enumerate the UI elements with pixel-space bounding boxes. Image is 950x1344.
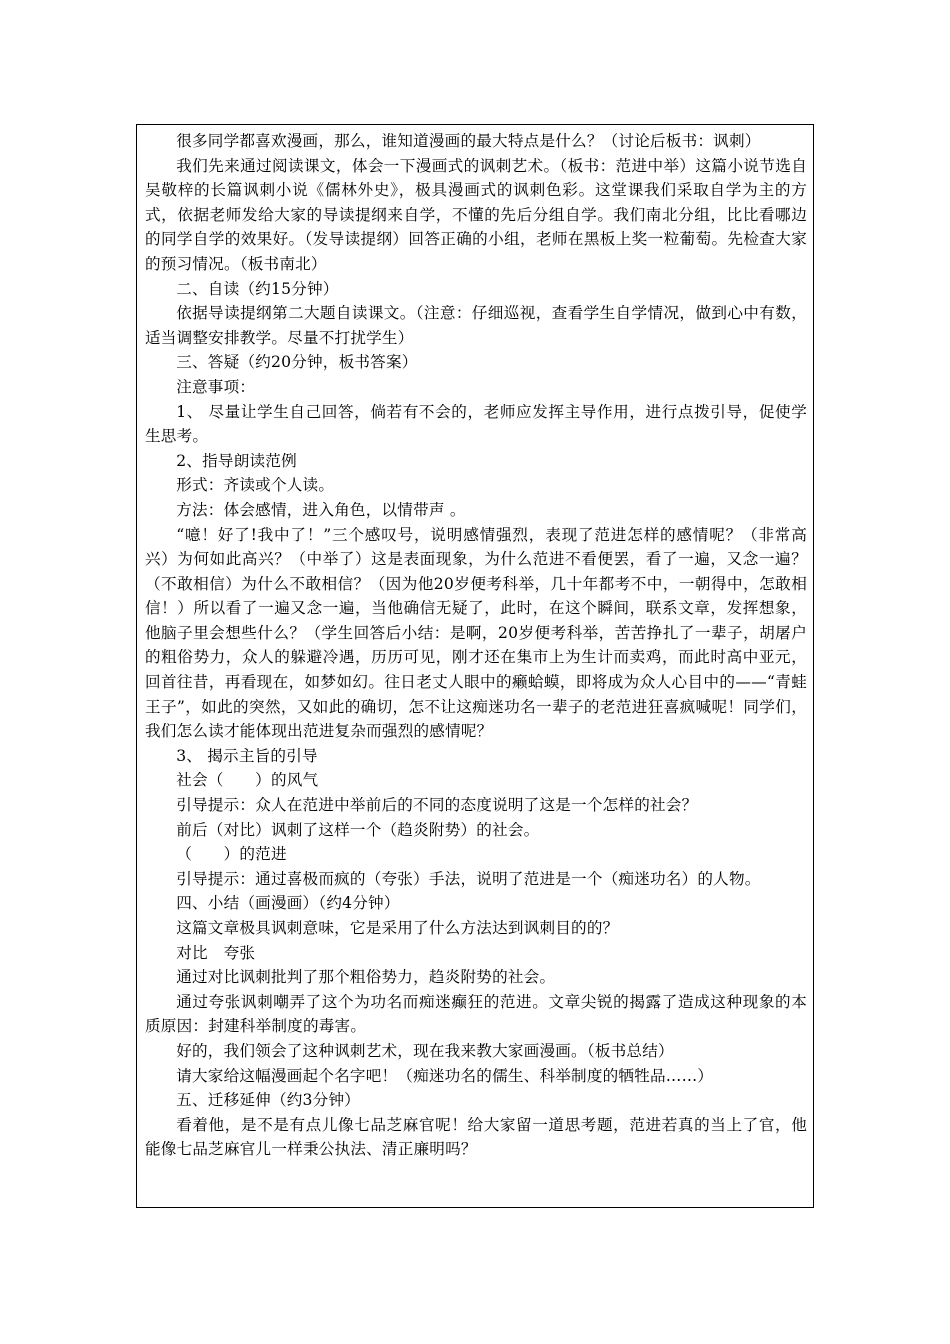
paragraph: 请大家给这幅漫画起个名字吧！（痴迷功名的儒生、科举制度的牺牲品……）	[176, 1066, 714, 1085]
section-heading: 二、自读（约15分钟）	[176, 279, 339, 298]
paragraph: 形式：齐读或个人读。	[176, 476, 335, 495]
paragraph: 通过夸张讽刺嘲弄了这个为功名而痴迷癫狂的范进。文章尖锐的揭露了造成这种现象的本质原因：封建科举制度的毒害。	[145, 992, 807, 1036]
paragraph: 注意事项：	[176, 377, 256, 396]
paragraph: 看着他，是不是有点儿像七品芝麻官呢！给大家留一道思考题，范进若真的当上了官，他能像七品芝麻官儿一样秉公执法、清正廉明吗？	[145, 1115, 807, 1159]
section-heading: 四、小结（画漫画）（约4分钟）	[176, 894, 400, 913]
paragraph: 很多同学都喜欢漫画，那么，谁知道漫画的最大特点是什么？（讨论后板书：讽刺）	[176, 132, 761, 150]
paragraph: “噫！好了!我中了！”三个感叹号，说明感情强烈，表现了范进怎样的感情呢？（非常高兴）为何如此高兴？（中举了）这是表面现象，为什么范进不看便罢，看了一遍，又念一遍？（不敢相信）为什么不敢相信？（因为他20岁便考科举，几十年都考不中，一朝得中，怎敢相信！）所以看了一遍又念一遍，当他确信无疑了，此时，在这个瞬间，联系文章，发挥想象，他脑子里会想些什么？（学生回答后小结：是啊，20岁便考科举，苦苦挣扎了一辈子，胡屠户的粗俗势力，众人的躲避冷遇，历历可见，刚才还在集市上为生计而卖鸡，而此时高中亚元，回首往昔，再看现在，如梦如幻。往日老丈人眼中的癞蛤蟆，即将成为众人心目中的——“青蛙王子”，如此的突然，又如此的确切，怎不让这痴迷功名一辈子的老范进狂喜疯喊呢！同学们，我们怎么读才能体现出范进复杂而强烈的感情呢？	[145, 525, 807, 741]
paragraph: 方法：体会感情，进入角色，以情带声 。	[176, 500, 466, 519]
section-heading: 五、迁移延伸（约3分钟）	[176, 1091, 361, 1110]
section-heading: 三、答疑（约20分钟，板书答案）	[176, 353, 418, 372]
lesson-plan-text	[145, 129, 807, 1162]
paragraph: 好的，我们领会了这种讽刺艺术，现在我来教大家画漫画。（板书总结）	[176, 1041, 674, 1060]
paragraph: 引导提示：众人在范进中举前后的不同的态度说明了这是一个怎样的社会？	[176, 796, 698, 815]
paragraph: 前后（对比）讽刺了这样一个（趋炎附势）的社会。	[176, 820, 540, 839]
paragraph: 我们先来通过阅读课文，体会一下漫画式的讽刺艺术。（板书：范进中举）这篇小说节选自吴敬梓的长篇讽刺小说《儒林外史》，极具漫画式的讽刺色彩。这堂课我们采取自学为主的方式，依据老师发给大家的导读提纲来自学，不懂的先后分组自学。我们南北分组，比比看哪边的同学自学的效果好。（发导读提纲）回答正确的小组，老师在黑板上奖一粒葡萄。先检查大家的预习情况。（板书南北）	[145, 156, 807, 273]
paragraph: 社会（ ）的风气	[176, 771, 319, 790]
paragraph: 引导提示：通过喜极而疯的（夸张）手法，说明了范进是一个（痴迷功名）的人物。	[176, 869, 761, 888]
paragraph: 对比 夸张	[176, 943, 256, 962]
list-item: 1、 尽量让学生自己回答，倘若有不会的，老师应发挥主导作用，进行点拨引导，促使学生思考。	[145, 402, 807, 446]
paragraph: 这篇文章极具讽刺意味，它是采用了什么方法达到讽刺目的的？	[176, 919, 619, 937]
paragraph: 通过对比讽刺批判了那个粗俗势力，趋炎附势的社会。	[176, 968, 556, 987]
paragraph: （ ）的范进	[176, 845, 287, 864]
lesson-plan-table-cell	[136, 124, 814, 1208]
list-item: 3、 揭示主旨的引导	[176, 746, 318, 765]
list-item: 2、指导朗读范例	[176, 451, 297, 470]
paragraph: 依据导读提纲第二大题自读课文。（注意：仔细巡视，查看学生自学情况，做到心中有数，适当调整安排教学。尽量不打扰学生）	[145, 304, 807, 347]
